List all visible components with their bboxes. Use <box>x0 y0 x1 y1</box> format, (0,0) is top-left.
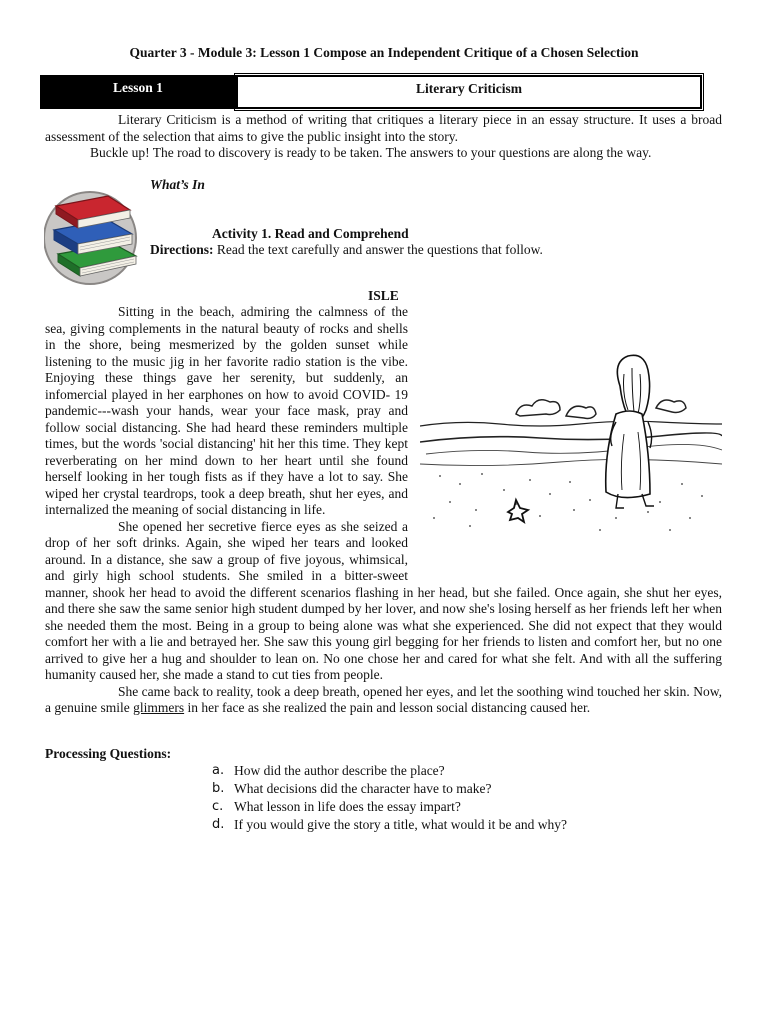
question-letter: c. <box>212 799 224 814</box>
processing-questions-heading: Processing Questions: <box>45 746 172 761</box>
activity-title: Activity 1. Read and Comprehend <box>212 226 409 241</box>
story-title: ISLE <box>368 288 399 303</box>
page-title: Quarter 3 - Module 3: Lesson 1 Compose an Independent Critique of a Chosen Selection <box>129 45 639 60</box>
story-paragraph: Sitting in the beach, admiring the calmness of the sea, giving complements in the natural beauty of rocks and shells in the shore, being mesmerized by the golden sunset while listening to the music jig in her favorite radio station is the vibe. Enjoying these things gave her serenity, but suddenly, an infomercial played in her earphones on how to avoid COVID- 19 pandemic---wash your hands, wear your face mask, pray and follow social distancing. She had heard these reminders multiple times, but the words 'social distancing' hit her this time. They kept reverberating on her mind down to her heart until she found herself looking in her tough fists as if they have a lot to say. She wiped her crystal teardrops, took a deep breath, shut her eyes, and internalized the meaning of social distancing in life. <box>45 304 408 517</box>
intro-paragraph: Literary Criticism is a method of writing that critiques a literary piece in an essay structure. It uses a broad assessment of the selection that aims to give the public insight into the story. <box>45 112 722 144</box>
intro-section <box>45 112 722 162</box>
question-item <box>212 798 567 816</box>
question-letter: b. <box>212 781 225 796</box>
lesson-number-label: Lesson 1 <box>40 75 236 109</box>
beach-girl-illustration <box>420 304 722 572</box>
directions-label: Directions: <box>150 242 214 257</box>
story-body <box>45 304 722 717</box>
question-text: What decisions did the character have to make? <box>234 781 492 796</box>
intro-paragraph: Buckle up! The road to discovery is ready to be taken. The answers to your questions are along the way. <box>90 145 652 160</box>
question-letter: a. <box>212 763 225 778</box>
story-paragraph: She opened her secretive fierce eyes as she seized a drop of her soft drinks. Again, she wiped her tears and looked around. In a distance, she saw a group of five joyous, whimsical, and girly high school students. She smiled in a bitter-sweet manner, shook her head to avoid the different scenarios flashing in her head, but she failed. Once again, she shut her eyes, and there she saw the same senior high student dumped by her lover, and now she's losing herself as her friends left her when she needed them the most. Being in a group to being alone was what she experienced. She did not expect that they would comfort her with a lie and betrayed her. She saw this young girl begging for her friends to listen and comfort her, but no one arrived to give her a hug and shoulder to lean on. No one chose her and cared for what she felt. And with all the suffering humanity caused her, she made a stand to cut ties from people. <box>45 518 722 682</box>
story-text: in her face as she realized the pain and lesson social distancing caused her. <box>184 700 591 715</box>
whats-in-heading: What’s In <box>150 177 205 192</box>
questions-list <box>212 762 567 834</box>
story-text: She came back to reality, took a deep breath, opened her eyes, and let the soothing wind touched her skin. Now, a genuine smile <box>45 683 722 715</box>
story-paragraph <box>45 684 722 717</box>
books-stack-icon <box>44 182 140 286</box>
directions-text: Read the text carefully and answer the questions that follow. <box>213 242 543 257</box>
question-item <box>212 780 567 798</box>
lesson-header-bar <box>40 75 702 109</box>
question-item <box>212 762 567 780</box>
question-text: What lesson in life does the essay impart? <box>234 799 461 814</box>
question-text: How did the author describe the place? <box>234 763 445 778</box>
lesson-topic-label: Literary Criticism <box>236 75 702 109</box>
underlined-word: glimmers <box>133 700 185 715</box>
question-letter: d. <box>212 817 225 832</box>
question-text: If you would give the story a title, what would it be and why? <box>234 817 567 832</box>
directions-line <box>150 242 543 258</box>
question-item <box>212 816 567 834</box>
